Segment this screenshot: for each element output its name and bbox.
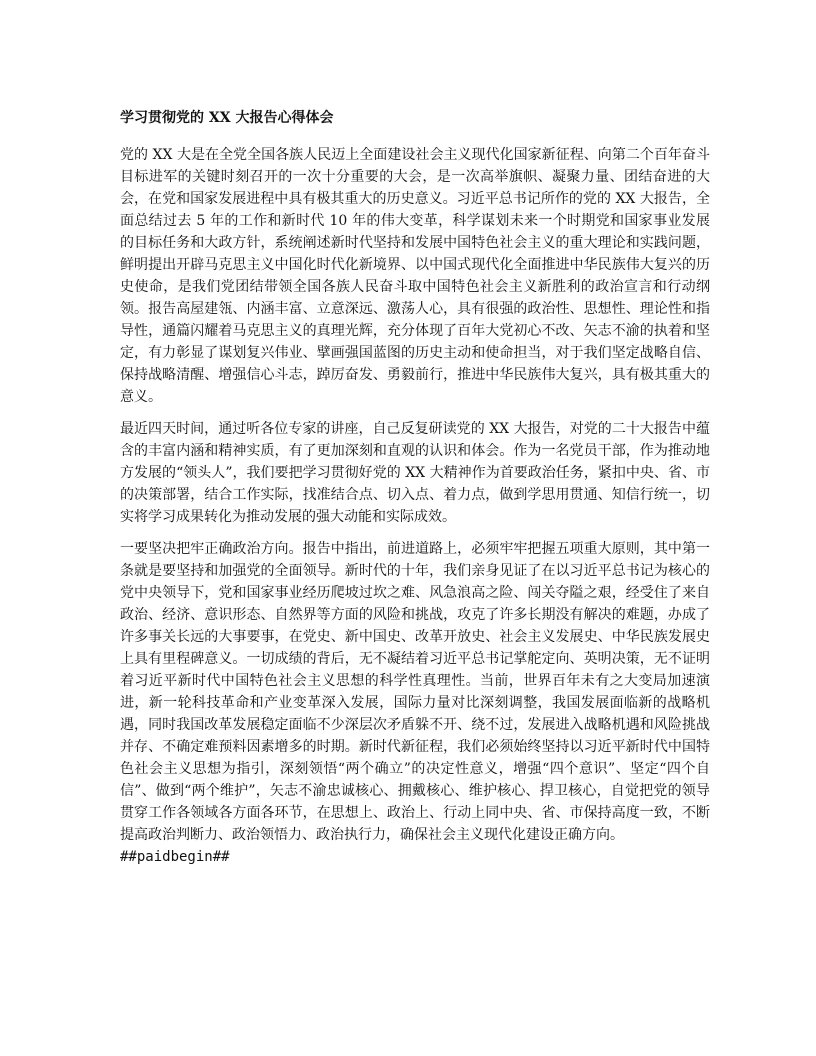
document-page xyxy=(120,108,710,868)
document-title: 学习贯彻党的 XX 大报告心得体会 xyxy=(120,110,334,126)
paragraph-3: 一要坚决把牢正确政治方向。报告中指出，前进道路上，必须牢牢把握五项重大原则，其中第一条就是要坚持和加强党的全面领导。新时代的十年，我们亲身见证了在以习近平总书记为核心的党中央领导下，党和国家事业经历爬坡过坎之难、风急浪高之险、闯关夺隘之艰，经受住了来自政治、经济、意识形态、自然界等方面的风险和挑战，攻克了许多长期没有解决的难题，办成了许多事关长远的大事要事，在党史、新中国史、改革开放史、社会主义发展史、中华民族发展史上具有里程碑意义。一切成绩的背后，无不凝结着习近平总书记掌舵定向、英明决策，无不证明着习近平新时代中国特色社会主义思想的科学性真理性。当前，世界百年未有之大变局加速演进，新一轮科技革命和产业变革深入发展，国际力量对比深刻调整，我国发展面临新的战略机遇，同时我国改革发展稳定面临不少深层次矛盾躲不开、绕不过，发展进入战略机遇和风险挑战并存、不确定难预料因素增多的时期。新时代新征程，我们必须始终坚持以习近平新时代中国特色社会主义思想为指引，深刻领悟“两个确立”的决定性意义，增强“四个意识”、坚定“四个自信”、做到“两个维护”，矢志不渝忠诚核心、拥戴核心、维护核心、捍卫核心，自觉把党的领导贯穿工作各领域各方面各环节，在思想上、政治上、行动上同中央、省、市保持高度一致，不断提高政治判断力、政治领悟力、政治执行力，确保社会主义现代化建设正确方向。 xyxy=(120,541,710,843)
paragraph-1: 党的 XX 大是在全党全国各族人民迈上全面建设社会主义现代化国家新征程、向第二个百年奋斗目标进军的关键时刻召开的一次十分重要的大会，是一次高举旗帜、凝聚力量、团结奋进的大会，在党和国家发展进程中具有极其重大的历史意义。习近平总书记所作的党的 XX 大报告，全面总结过去 5 年的工作和新时代 10 年的伟大变革，科学谋划未来一个时期党和国家事业发展的目标任务和大政方针，系统阐述新时代坚持和发展中国特色社会主义的重大理论和实践问题，鲜明提出开辟马克思主义中国化时代化新境界、以中国式现代化全面推进中华民族伟大复兴的历史使命，是我们党团结带领全国各族人民奋斗取中国特色社会主义新胜利的政治宣言和行动纲领。报告高屋建瓴、内涵丰富、立意深远、激荡人心，具有很强的政治性、思想性、理论性和指导性，通篇闪耀着马克思主义的真理光辉，充分体现了百年大党初心不改、矢志不渝的执着和坚定，有力彰显了谋划复兴伟业、擘画强国蓝图的历史主动和使命担当，对于我们坚定战略自信、保持战略清醒、增强信心斗志，踔厉奋发、勇毅前行，推进中华民族伟大复兴，具有极其重大的意义。 xyxy=(120,147,710,405)
paragraph-2: 最近四天时间，通过听各位专家的讲座，自己反复研读党的 XX 大报告，对党的二十大报告中蕴含的丰富内涵和精神实质，有了更加深刻和直观的认识和体会。作为一名党员干部，作为推动地方发展的“领头人”，我们要把学习贯彻好党的 XX 大精神作为首要政治任务，紧扣中央、省、市的决策部署，结合工作实际，找准结合点、切入点、着力点，做到学思用贯通、知信行统一，切实将学习成果转化为推动发展的强大动能和实际成效。 xyxy=(120,421,710,525)
paid-begin-marker: ##paidbegin## xyxy=(120,849,230,865)
